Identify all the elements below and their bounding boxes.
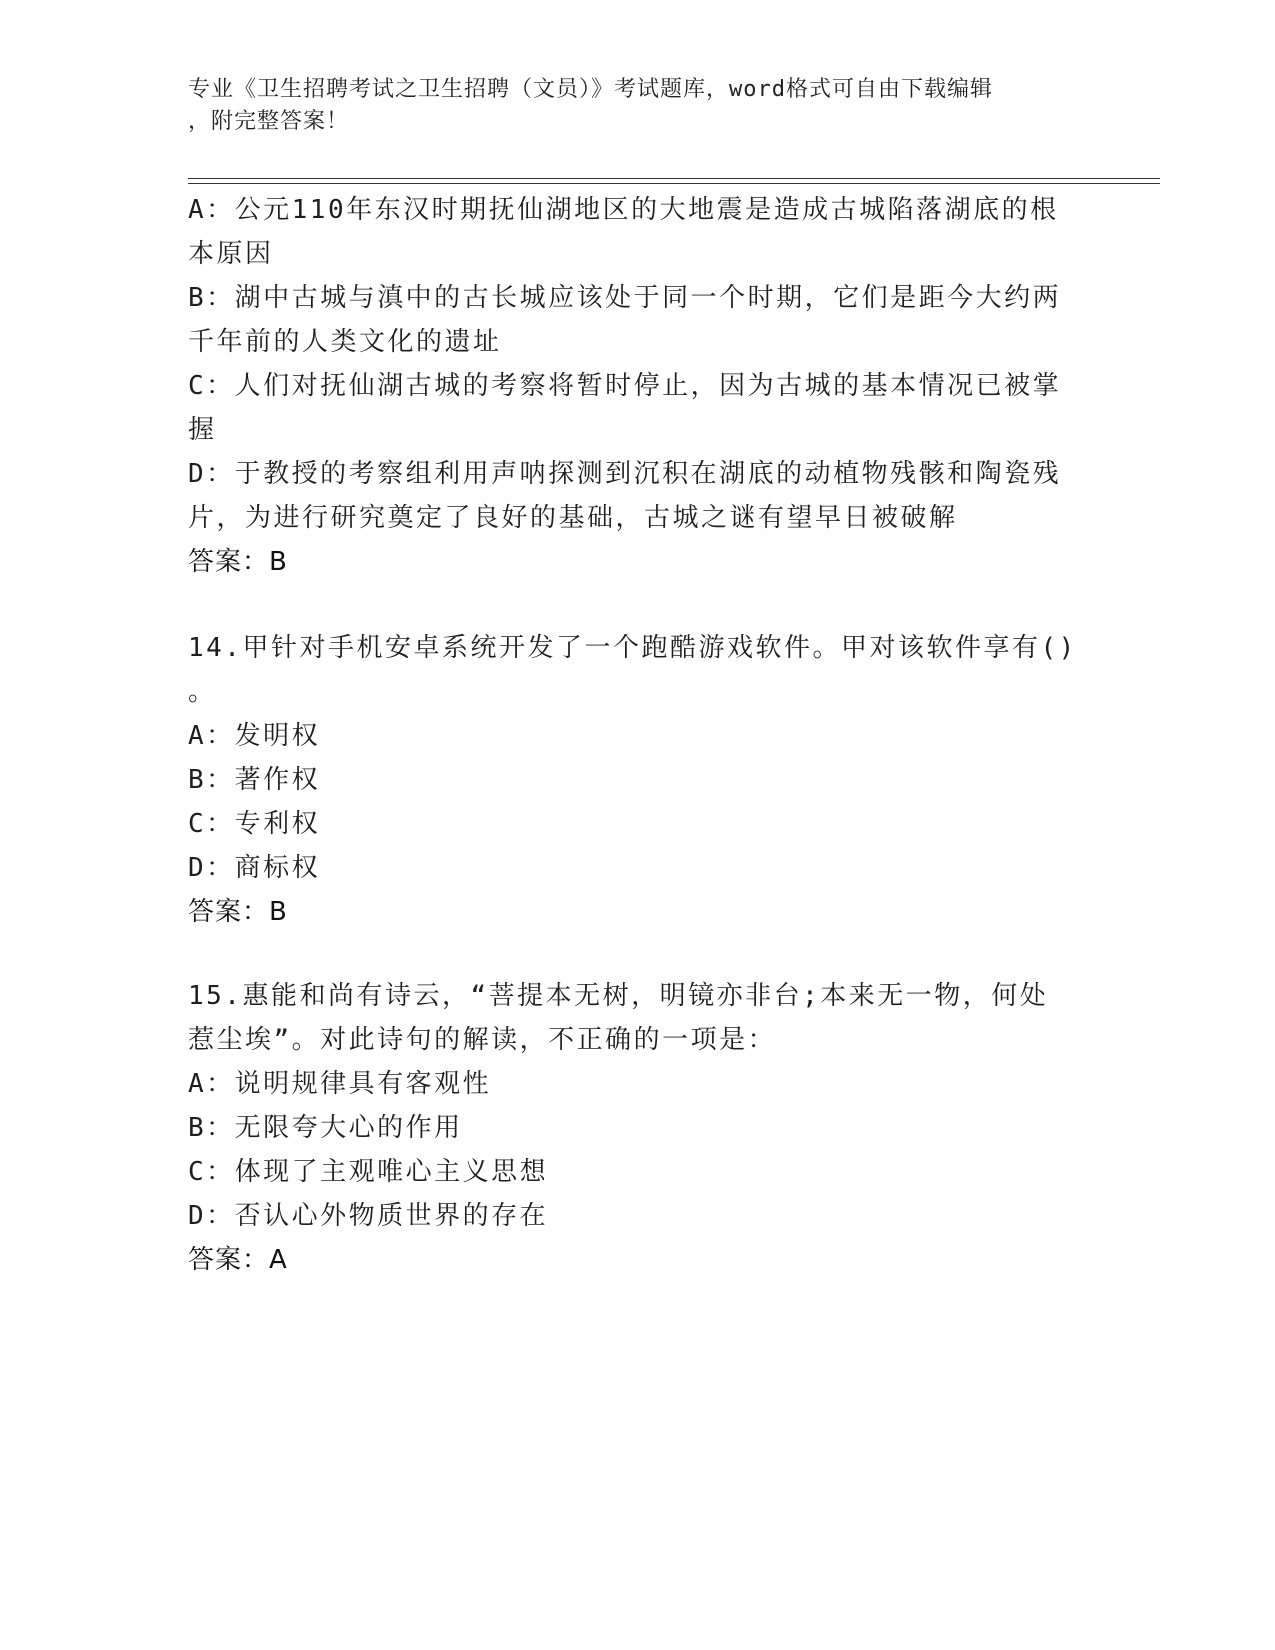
q13-option-b-line-2: 千年前的人类文化的遗址 bbox=[188, 327, 502, 357]
q13-answer: 答案：B bbox=[188, 547, 288, 577]
q15-option-b: B：无限夸大心的作用 bbox=[188, 1113, 463, 1143]
q15-option-c: C：体现了主观唯心主义思想 bbox=[188, 1157, 549, 1187]
q15-option-a: A：说明规律具有客观性 bbox=[188, 1069, 492, 1099]
q14-stem-line-2: 。 bbox=[188, 677, 217, 707]
q14-option-b: B：著作权 bbox=[188, 765, 321, 795]
q14-option-d: D：商标权 bbox=[188, 853, 321, 883]
q14-stem-line-1: 14.甲针对手机安卓系统开发了一个跑酷游戏软件。甲对该软件享有() bbox=[188, 633, 1077, 663]
q13-option-d-line-1: D：于教授的考察组利用声呐探测到沉积在湖底的动植物残骸和陶瓷残 bbox=[188, 459, 1062, 489]
q15-answer: 答案：A bbox=[188, 1245, 288, 1275]
q14-option-a: A：发明权 bbox=[188, 721, 321, 751]
q14-answer: 答案：B bbox=[188, 897, 288, 927]
q13-option-c-line-1: C：人们对抚仙湖古城的考察将暂时停止，因为古城的基本情况已被掌 bbox=[188, 371, 1062, 401]
q14-option-c: C：专利权 bbox=[188, 809, 321, 839]
q15-stem-line-1: 15.惠能和尚有诗云，“菩提本无树，明镜亦非台;本来无一物，何处 bbox=[188, 981, 1049, 1011]
q13-option-c-line-2: 握 bbox=[188, 415, 217, 445]
header-rule-bottom bbox=[188, 183, 1160, 184]
header-line-2: ，附完整答案！ bbox=[188, 109, 350, 134]
header-rule-top bbox=[188, 178, 1160, 179]
header-line-1: 专业《卫生招聘考试之卫生招聘（文员）》考试题库，word格式可自由下载编辑 bbox=[188, 77, 993, 102]
q13-option-d-line-2: 片，为进行研究奠定了良好的基础，古城之谜有望早日被破解 bbox=[188, 503, 958, 533]
q13-option-a-line-2: 本原因 bbox=[188, 239, 274, 269]
q15-stem-line-2: 惹尘埃”。对此诗句的解读，不正确的一项是： bbox=[188, 1025, 777, 1055]
q13-option-a-line-1: A：公元110年东汉时期抚仙湖地区的大地震是造成古城陷落湖底的根 bbox=[188, 195, 1059, 225]
q15-option-d: D：否认心外物质世界的存在 bbox=[188, 1201, 549, 1231]
q13-option-b-line-1: B：湖中古城与滇中的古长城应该处于同一个时期，它们是距今大约两 bbox=[188, 283, 1062, 313]
page-header bbox=[188, 74, 1068, 138]
